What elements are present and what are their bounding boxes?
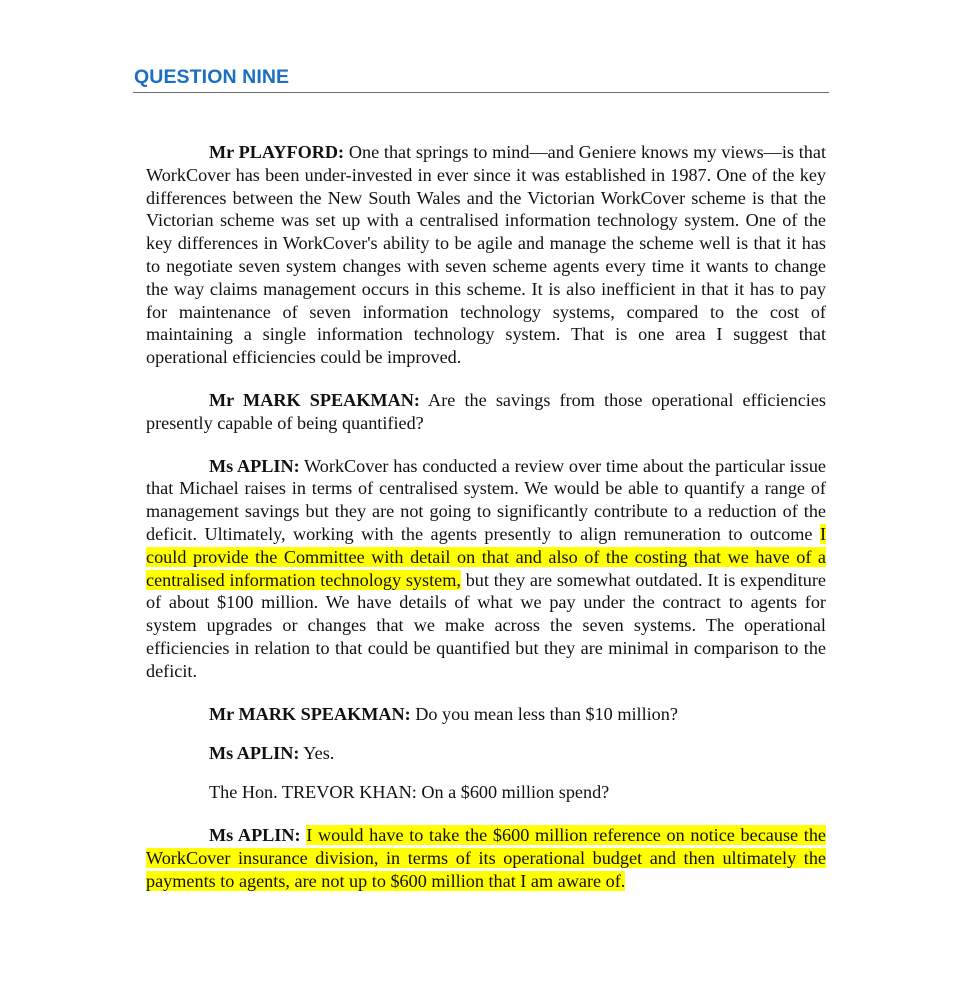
speaker: Mr MARK SPEAKMAN: [209, 389, 420, 410]
highlighted-text: I could provide the Committee with detail on that and also of the costing that we have of a centralised information technology system, [146, 523, 826, 590]
paragraph-aplin-2 [146, 742, 826, 765]
paragraph-text: Yes. [299, 742, 335, 763]
paragraph-text: One that springs to mind—and Geniere knows my views—is that WorkCover has been under-invested in ever since it was established in 1987. One of the key differences between the New South Wales and the Victorian WorkCover scheme is that the Victorian scheme was set up with a centralised information technology system. One of the key differences in WorkCover's ability to be agile and manage the scheme well is that it has to negotiate seven system changes with seven scheme agents every time it wants to change the way claims management occurs in this scheme. It is also inefficient in that it has to pay for maintenance of seven information technology systems, compared to the cost of maintaining a single information technology system. That is one area I suggest that operational efficiencies could be improved. [146, 142, 826, 368]
heading-divider [133, 92, 829, 93]
paragraph-khan [146, 781, 826, 804]
transcript-body [146, 141, 826, 912]
paragraph-aplin-1 [146, 455, 826, 683]
speaker: Mr MARK SPEAKMAN: [209, 703, 411, 724]
section-heading: QUESTION NINE [134, 66, 290, 88]
paragraph-text: Are the savings from those operational efficiencies presently capable of being quantified? [146, 389, 827, 433]
speaker: Mr PLAYFORD: [209, 142, 345, 162]
paragraph-speakman-2 [146, 703, 826, 726]
paragraph-text: but they are somewhat outdated. It is expenditure of about $100 million. We have details of what we pay under the contract to agents for system upgrades or changes that we make across the seven systems. The operational efficiencies in relation to that could be quantified but they are minimal in comparison to the deficit. [146, 569, 826, 681]
paragraph-speakman-1 [146, 389, 826, 435]
speaker: Ms APLIN: [209, 742, 300, 763]
paragraph-aplin-3 [146, 824, 826, 892]
paragraph-text: Do you mean less than $10 million? [410, 703, 678, 724]
highlighted-text: I would have to take the $600 million reference on notice because the WorkCover insurance division, in terms of its operational budget and then ultimately the payments to agents, are not up to $600 million that I am aware of. [146, 824, 827, 891]
speaker: Ms APLIN: [209, 455, 300, 476]
paragraph-text: The Hon. TREVOR KHAN: On a $600 million spend? [209, 782, 610, 803]
paragraph-text: WorkCover has conducted a review over time about the particular issue that Michael raises in terms of centralised system. We would be able to quantify a range of management savings but they are not going to significantly contribute to a reduction of the deficit. Ultimately, working with the agents presently to align remuneration to outcome [146, 455, 826, 544]
paragraph-playford [146, 141, 826, 369]
speaker: Ms APLIN: [209, 824, 301, 845]
